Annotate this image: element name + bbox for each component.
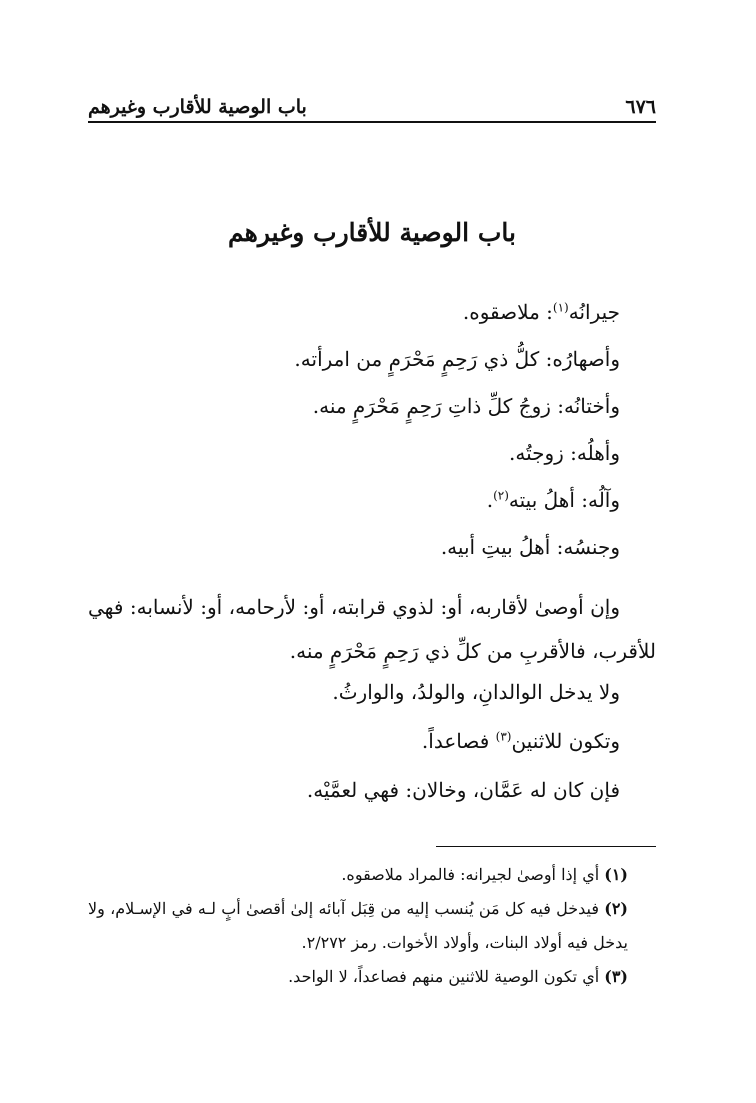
- entry-text: : ملاصقوه.: [462, 300, 553, 324]
- footnote-number: (٢): [604, 899, 628, 918]
- ruling-entry-uncles: [88, 770, 620, 819]
- ruling-entry-excluded: [88, 672, 620, 721]
- footnote-number: (١): [604, 865, 628, 884]
- header-rule: [88, 121, 656, 123]
- footnote-marker[interactable]: (١): [552, 300, 569, 315]
- entry-text: وآلُه: أهلُ بيته: [508, 488, 620, 512]
- ruling-list: [88, 672, 620, 819]
- footnote-1: [88, 858, 628, 892]
- footnote-marker[interactable]: (٢): [493, 488, 509, 503]
- footnote-rule: [436, 846, 656, 847]
- entry-text: وأختانُه: زوجُ كلِّ ذاتِ رَحِمٍ مَحْرَمٍ منه.: [312, 394, 620, 418]
- entry-text: فصاعداً.: [421, 729, 496, 753]
- definition-entry-in-laws: [88, 339, 620, 386]
- entry-text: وأهلُه: زوجتُه.: [509, 441, 620, 465]
- footnote-2: [88, 892, 628, 960]
- footnote-number: (٣): [604, 967, 628, 986]
- entry-text: وجنسُه: أهلُ بيتِ أبيه.: [440, 535, 620, 559]
- definition-entry-family: [88, 433, 620, 480]
- ruling-entry-two-or-more: [88, 721, 620, 770]
- footnote-text: أي تكون الوصية للاثنين منهم فصاعداً، لا الواحد.: [288, 967, 605, 986]
- footnote-3: [88, 960, 628, 994]
- footnote-marker[interactable]: (٣): [495, 729, 512, 744]
- entry-text: جيرانُه: [568, 300, 620, 324]
- footnotes: [88, 858, 628, 994]
- entry-text: .: [486, 488, 494, 512]
- entry-text: فإن كان له عَمَّان، وخالان: فهي لعمَّيْه.: [306, 778, 620, 802]
- definition-entry-kin: [88, 527, 620, 574]
- entry-text: وتكون للاثنين: [511, 729, 620, 753]
- running-head: [88, 88, 656, 118]
- running-head-title: باب الوصية للأقارب وغيرهم: [88, 96, 307, 118]
- definition-list: [88, 292, 620, 574]
- chapter-title: باب الوصية للأقارب وغيرهم: [228, 218, 516, 247]
- entry-text: ولا يدخل الوالدانِ، والولدُ، والوارثُ.: [332, 680, 620, 704]
- definition-entry-household: [88, 480, 620, 527]
- footnote-text: فيدخل فيه كل مَن يُنسب إليه من قِبَل آبائه إلىٰ أقصىٰ أبٍ لـه في الإسـلام، ولا يدخل فيه أولاد البنات، وأولاد الأخوات. رمز ٢/٢٧٢.: [88, 899, 628, 952]
- definition-entry-neighbors: [88, 292, 620, 339]
- footnote-text: أي إذا أوصىٰ لجيرانه: فالمراد ملاصقوه.: [341, 865, 605, 884]
- page-number: ٦٧٦: [625, 96, 656, 118]
- entry-text: وأصهارُه: كلُّ ذي رَحِمٍ مَحْرَمٍ من امرأته.: [294, 347, 620, 371]
- bequest-paragraph: وإن أوصىٰ لأقاربه، أو: لذوي قرابته، أو: لأرحامه، أو: لأنسابه: فهي للأقرب، فالأقربِ من كلِّ ذي رَحِمٍ مَحْرَمٍ منه.: [88, 595, 656, 663]
- definition-entry-akhtan: [88, 386, 620, 433]
